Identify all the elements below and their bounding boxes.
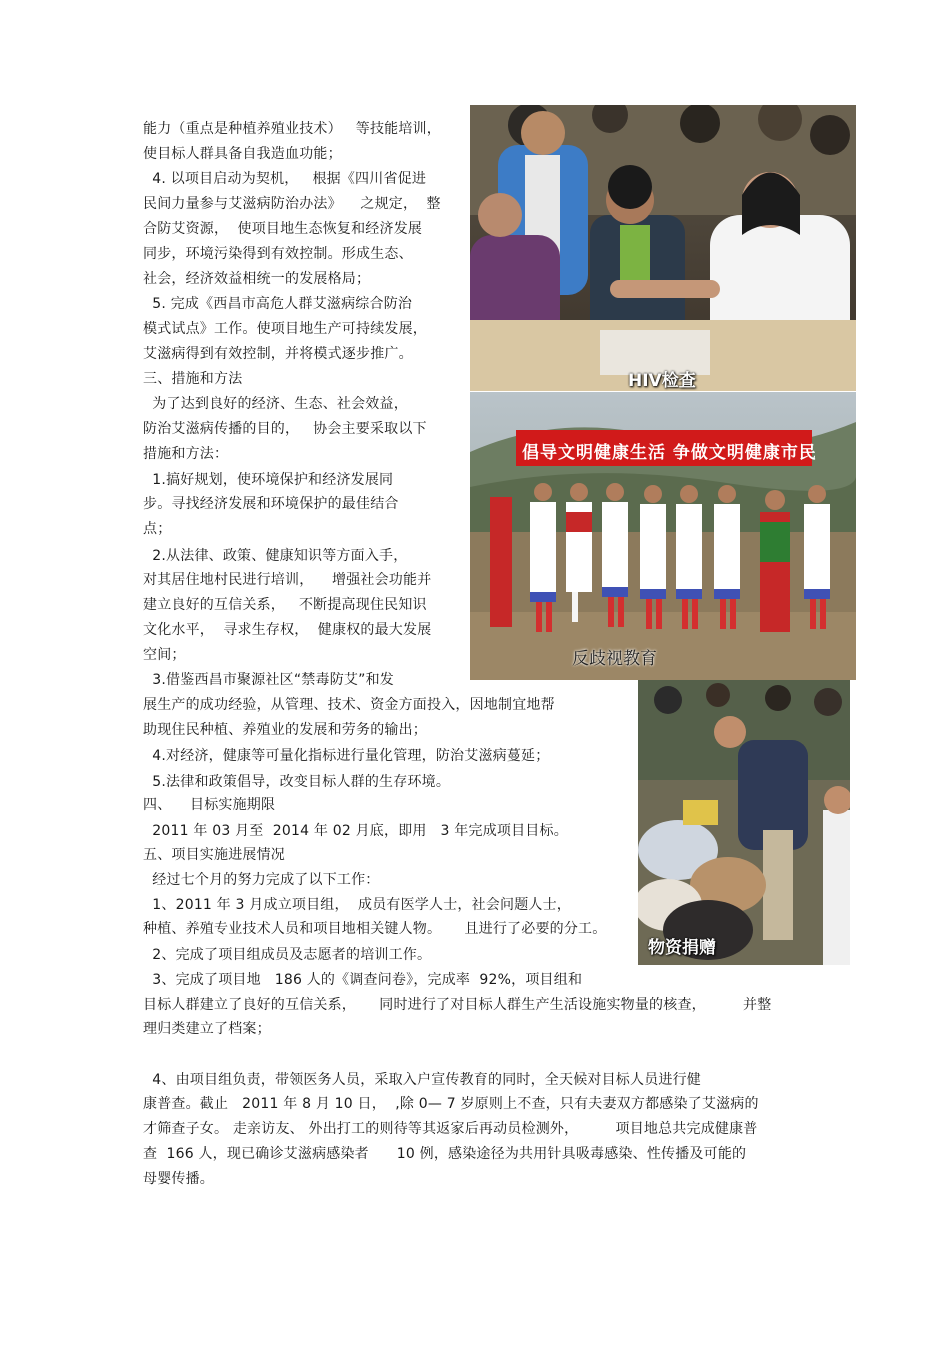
text-line: 查 166 人，现已确诊艾滋病感染者 10 例，感染途径为共用针具吸毒感染、性传播及可能的 — [143, 1146, 747, 1162]
text-line: 对其居住地村民进行培训， 增强社会功能并 — [143, 572, 432, 588]
text-line: 5.法律和政策倡导，改变目标人群的生存环境。 — [143, 774, 451, 790]
text-line: 建立良好的互信关系， 不断提高现住民知识 — [143, 597, 427, 613]
donation-photo — [638, 680, 850, 965]
text-line: 母婴传播。 — [143, 1171, 214, 1187]
donation-caption: 物资捐赠 — [648, 938, 716, 958]
text-line: 使目标人群具备自我造血功能； — [143, 146, 342, 162]
text-line: 3.借鉴西昌市聚源社区“禁毒防艾”和发 — [143, 672, 394, 688]
banner-slogan: 倡导文明健康生活 争做文明健康市民 — [522, 443, 817, 463]
anti-discrimination-caption: 反歧视教育 — [572, 649, 657, 669]
anti-discrimination-photo — [470, 392, 856, 680]
text-line: 2.从法律、政策、健康知识等方面入手， — [143, 548, 408, 564]
section-heading: 四、 目标实施期限 — [143, 797, 276, 813]
section-heading: 五、项目实施进展情况 — [143, 847, 285, 863]
text-line: 社会，经济效益相统一的发展格局； — [143, 271, 371, 287]
text-line: 助现住民种植、养殖业的发展和劳务的输出； — [143, 722, 427, 738]
text-line: 理归类建立了档案； — [143, 1021, 271, 1037]
text-line: 合防艾资源， 使项目地生态恢复和经济发展 — [143, 221, 423, 237]
text-line: 种植、养殖专业技术人员和项目地相关键人物。 且进行了必要的分工。 — [143, 921, 607, 937]
hiv-check-caption: HIV检查 — [628, 371, 696, 391]
text-line: 5. 完成《西昌市高危人群艾滋病综合防治 — [143, 296, 413, 312]
text-line: 经过七个月的努力完成了以下工作： — [143, 872, 380, 888]
text-line: 为了达到良好的经济、生态、社会效益， — [143, 396, 408, 412]
text-line: 步。寻找经济发展和环境保护的最佳结合 — [143, 496, 399, 512]
text-line: 1.搞好规划，使环境保护和经济发展同 — [143, 472, 394, 488]
text-line: 艾滋病得到有效控制，并将模式逐步推广。 — [143, 346, 413, 362]
text-line: 防治艾滋病传播的目的， 协会主要采取以下 — [143, 421, 427, 437]
text-line: 1、2011 年 3 月成立项目组， 成员有医学人士，社会问题人士， — [143, 897, 571, 913]
hiv-check-photo — [470, 105, 856, 391]
text-line: 康普查。截止 2011 年 8 月 10 日， ,除 0— 7 岁原则上不查，只有夫妻双方都感染了艾滋病的 — [143, 1096, 759, 1112]
text-line: 文化水平， 寻求生存权， 健康权的最大发展 — [143, 622, 432, 638]
text-line: 4. 以项目启动为契机， 根据《四川省促进 — [143, 171, 427, 187]
text-line: 目标人群建立了良好的互信关系， 同时进行了对目标人群生产生活设施实物量的核查， 并整 — [143, 997, 772, 1013]
text-line: 能力（重点是种植养殖业技术） 等技能培训， — [143, 121, 441, 137]
text-line: 点； — [143, 521, 172, 537]
text-line: 展生产的成功经验，从管理、技术、资金方面投入，因地制宜地帮 — [143, 697, 555, 713]
text-line: 4.对经济，健康等可量化指标进行量化管理，防治艾滋病蔓延； — [143, 748, 550, 764]
text-line: 同步，环境污染得到有效控制。形成生态、 — [143, 246, 413, 262]
text-line: 模式试点》工作。使项目地生产可持续发展， — [143, 321, 427, 337]
text-line: 才筛查子女。 走亲访友、 外出打工的则待等其返家后再动员检测外， 项目地总共完成健康普 — [143, 1121, 758, 1137]
text-line: 3、完成了项目地 186 人的《调查问卷》，完成率 92%，项目组和 — [143, 972, 583, 988]
text-line: 2011 年 03 月至 2014 年 02 月底，即用 3 年完成项目目标。 — [143, 823, 568, 839]
text-line: 2、完成了项目组成员及志愿者的培训工作。 — [143, 947, 432, 963]
text-line: 措施和方法： — [143, 446, 229, 462]
text-line: 空间； — [143, 647, 186, 663]
text-line: 民间力量参与艾滋病防治办法》 之规定， 整 — [143, 196, 441, 212]
section-heading: 三、措施和方法 — [143, 371, 243, 387]
text-line: 4、由项目组负责，带领医务人员，采取入户宣传教育的同时，全天候对目标人员进行健 — [143, 1072, 702, 1088]
